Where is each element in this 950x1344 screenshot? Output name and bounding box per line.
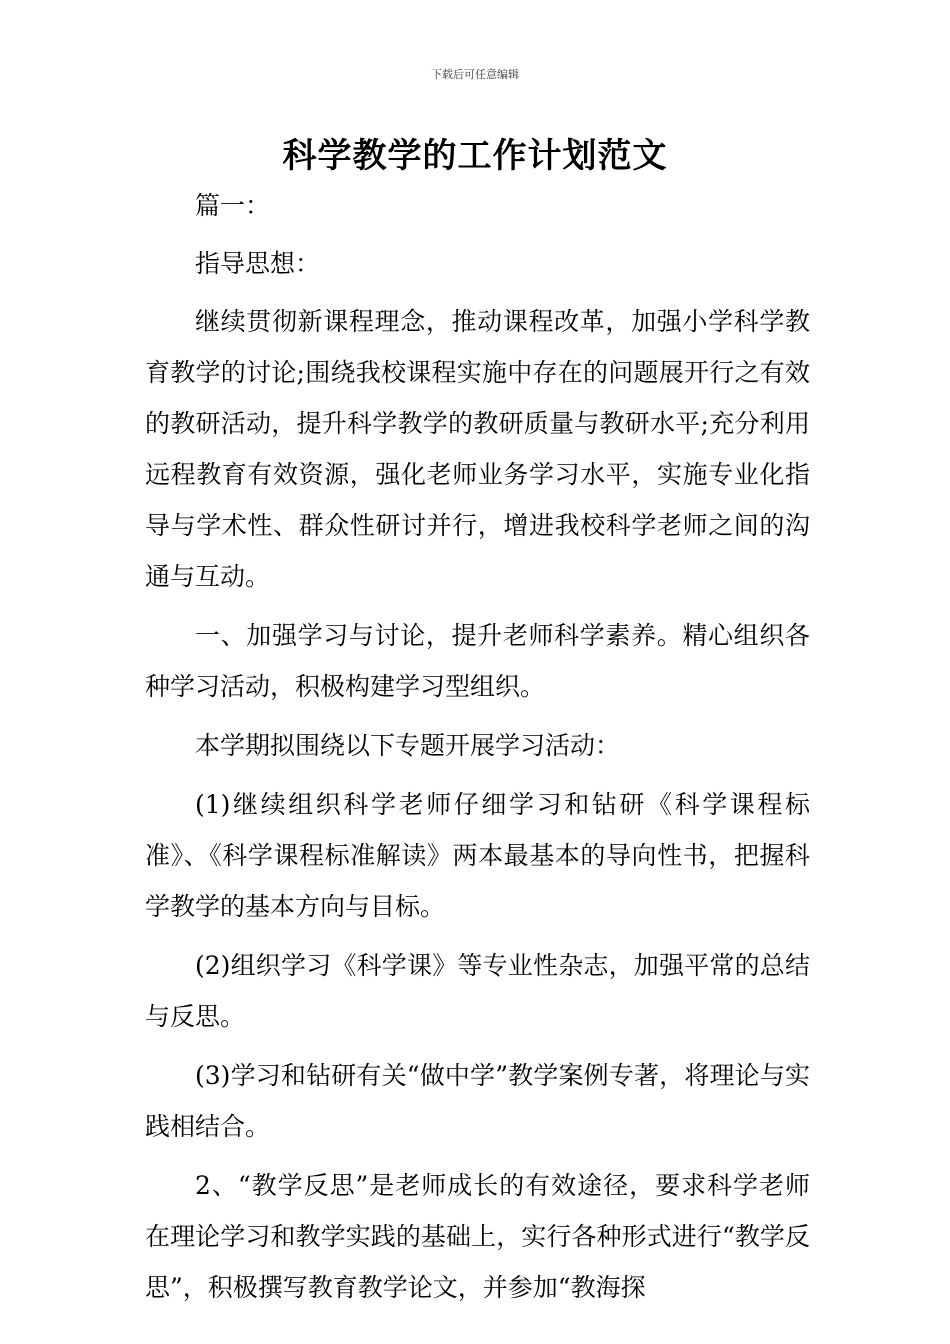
- paragraph-guiding-thought: 继续贯彻新课程理念，推动课程改革，加强小学科学教育教学的讨论;围绕我校课程实施中存在的问题展开行之有效的教研活动，提升科学教学的教研质量与教研水平;充分利用远程教育有效资源，强化老师业务学习水平，实施专业化指导与学术性、群众性研讨并行，增进我校科学老师之间的沟通与互动。: [145, 307, 810, 591]
- paragraph-study-topics: 本学期拟围绕以下专题开展学习活动：: [195, 731, 621, 760]
- paragraph-item-2: (2)组织学习《科学课》等专业性杂志，加强平常的总结与反思。: [145, 951, 810, 1031]
- paragraph-item-1: (1)继续组织科学老师仔细学习和钻研《科学课程标准》、《科学课程标准解读》两本最基本的导向性书，把握科学教学的基本方向与目标。: [145, 790, 810, 921]
- heading-guiding-thought: 指导思想：: [195, 249, 321, 278]
- document-title: 科学教学的工作计划范文: [282, 136, 668, 176]
- paragraph-section-one: 一、加强学习与讨论，提升老师科学素养。精心组织各种学习活动，积极构建学习型组织。: [145, 621, 810, 701]
- document-body: [145, 180, 810, 1321]
- paragraph-section-two: 2、“教学反思”是老师成长的有效途径，要求科学老师在理论学习和教学实践的基础上，实行各种形式进行“教学反思”，积极撰写教育教学论文，并参加“教海探: [145, 1171, 810, 1302]
- paragraph-item-3: (3)学习和钻研有关“做中学”教学案例专著，将理论与实践相结合。: [145, 1061, 810, 1141]
- section-label: 篇一：: [195, 191, 271, 220]
- header-note: 下载后可任意编辑: [431, 68, 519, 81]
